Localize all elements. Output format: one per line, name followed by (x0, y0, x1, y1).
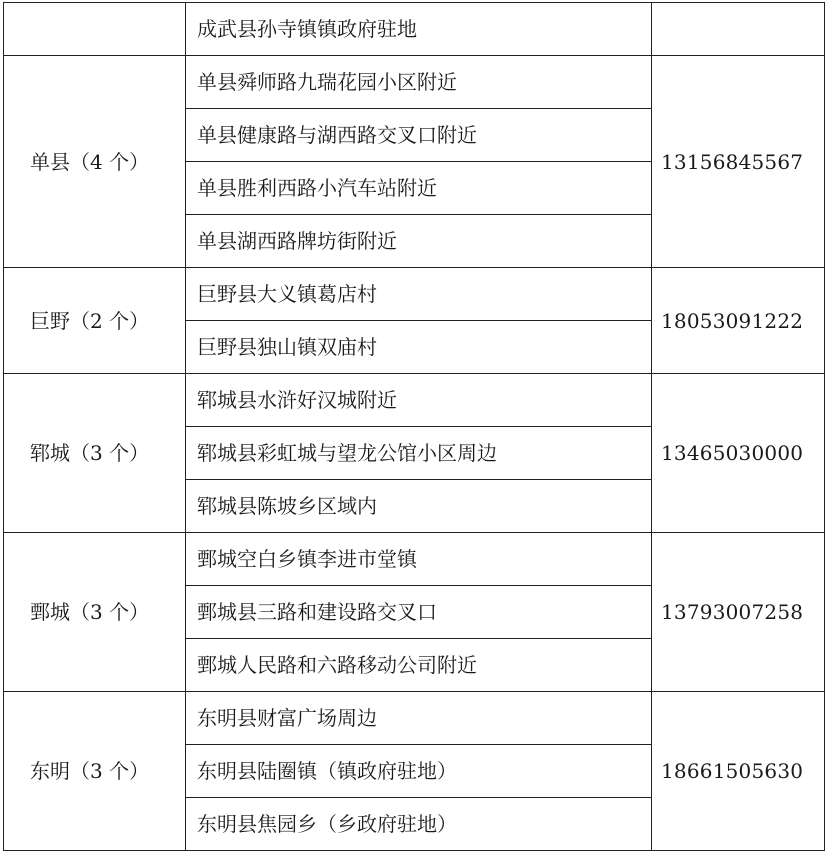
table-row (4, 3, 825, 56)
location-cell: 郓城县彩虹城与望龙公馆小区周边 (186, 427, 652, 480)
location-cell: 巨野县独山镇双庙村 (186, 321, 652, 374)
phone-cell: 13465030000 (652, 374, 825, 533)
location-cell: 郓城县陈坡乡区域内 (186, 480, 652, 533)
phone-cell (652, 3, 825, 56)
county-cell: 东明（3 个） (4, 692, 186, 851)
table-row (4, 533, 825, 586)
location-cell: 巨野县大义镇葛店村 (186, 268, 652, 321)
phone-cell: 13793007258 (652, 533, 825, 692)
county-cell (4, 3, 186, 56)
location-cell: 单县健康路与湖西路交叉口附近 (186, 109, 652, 162)
table-row (4, 268, 825, 321)
table-row (4, 374, 825, 427)
location-cell: 东明县焦园乡（乡政府驻地） (186, 798, 652, 851)
table-row (4, 56, 825, 109)
county-cell: 鄄城（3 个） (4, 533, 186, 692)
county-cell: 单县（4 个） (4, 56, 186, 268)
location-cell: 单县胜利西路小汽车站附近 (186, 162, 652, 215)
phone-cell: 18661505630 (652, 692, 825, 851)
location-cell: 东明县陆圈镇（镇政府驻地） (186, 745, 652, 798)
location-cell: 郓城县水浒好汉城附近 (186, 374, 652, 427)
location-cell: 单县湖西路牌坊街附近 (186, 215, 652, 268)
table-row (4, 692, 825, 745)
phone-cell: 18053091222 (652, 268, 825, 374)
location-cell: 鄄城县三路和建设路交叉口 (186, 586, 652, 639)
county-cell: 郓城（3 个） (4, 374, 186, 533)
location-cell: 鄄城人民路和六路移动公司附近 (186, 639, 652, 692)
location-cell: 鄄城空白乡镇李进市堂镇 (186, 533, 652, 586)
location-cell: 成武县孙寺镇镇政府驻地 (186, 3, 652, 56)
phone-cell: 13156845567 (652, 56, 825, 268)
location-cell: 单县舜师路九瑞花园小区附近 (186, 56, 652, 109)
location-table (3, 2, 825, 851)
county-cell: 巨野（2 个） (4, 268, 186, 374)
location-cell: 东明县财富广场周边 (186, 692, 652, 745)
